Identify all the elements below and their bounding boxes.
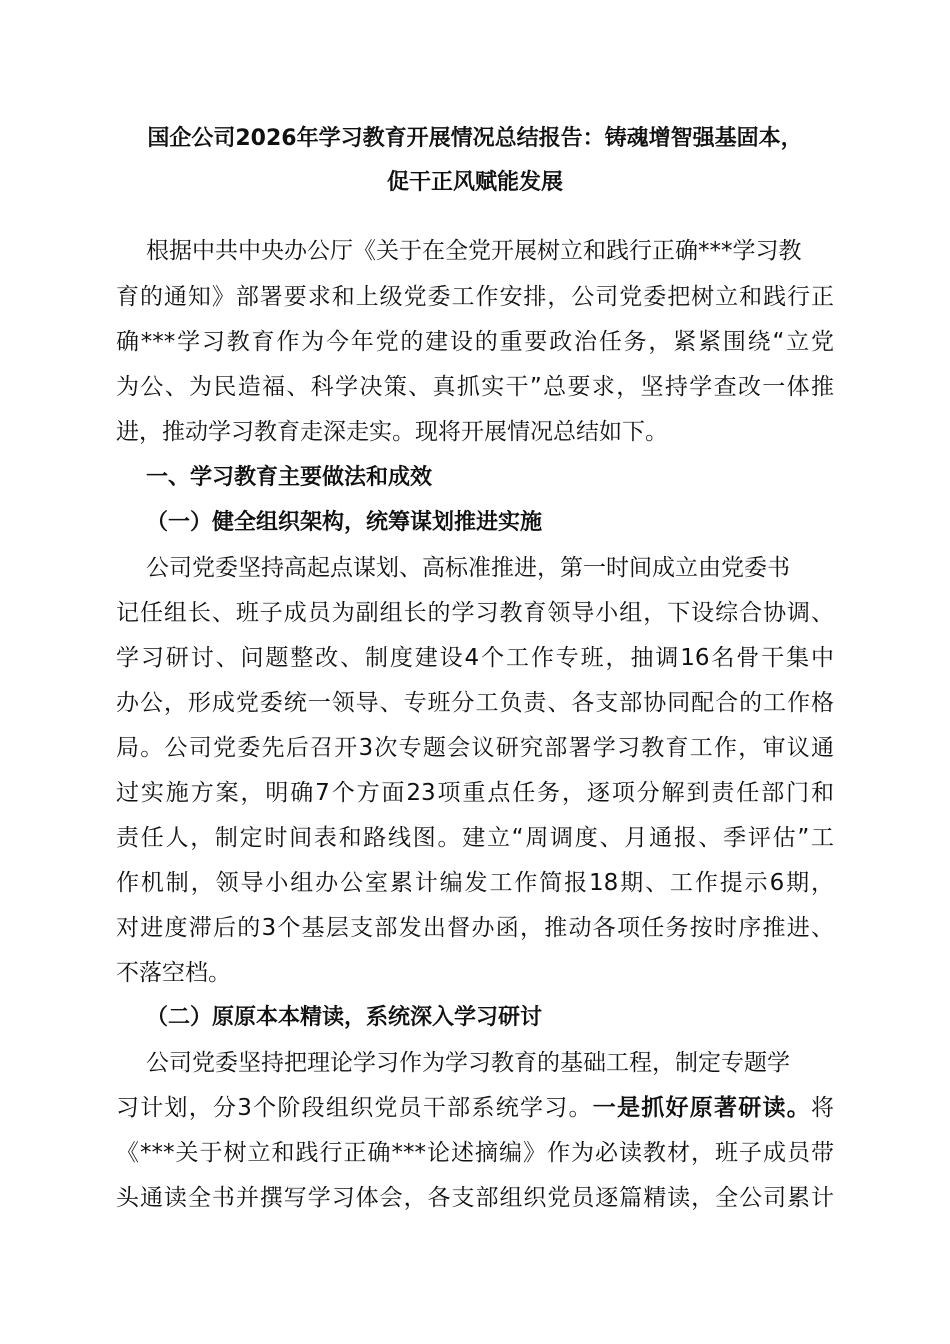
body-paragraph-line: 记任组长、班子成员为副组长的学习教育领导小组，下设综合协调、 — [116, 600, 834, 626]
body-paragraph-line: 学习研讨、问题整改、制度建设4个工作专班，抽调16名骨干集中 — [116, 645, 834, 671]
body-paragraph-line: 过实施方案，明确7个方面23项重点任务，逐项分解到责任部门和 — [116, 780, 834, 806]
intro-paragraph-line: 为公、为民造福、科学决策、真抓实干”总要求，坚持学查改一体推 — [116, 374, 834, 400]
section-heading: 一、学习教育主要做法和成效 — [146, 465, 433, 490]
subsection-heading: （一）健全组织架构，统筹谋划推进实施 — [146, 510, 543, 535]
bold-lead-phrase: 一是抓好原著研读。 — [592, 1095, 812, 1121]
body-paragraph-line — [116, 1093, 834, 1123]
intro-paragraph-line: 进，推动学习教育走深走实。现将开展情况总结如下。 — [116, 419, 668, 445]
body-paragraph-line: 不落空档。 — [116, 960, 231, 986]
document-title-line-2: 促干正风赋能发展 — [386, 170, 563, 195]
body-paragraph-line: 《***关于树立和践行正确***论述摘编》作为必读教材，班子成员带 — [116, 1140, 834, 1166]
body-paragraph-line: 头通读全书并撰写学习体会，各支部组织党员逐篇精读，全公司累计 — [116, 1185, 834, 1211]
body-paragraph-line: 公司党委坚持把理论学习作为学习教育的基础工程，制定专题学 — [146, 1050, 790, 1076]
body-paragraph-line: 局。公司党委先后召开3次专题会议研究部署学习教育工作，审议通 — [116, 735, 834, 761]
body-paragraph-line: 办公，形成党委统一领导、专班分工负责、各支部协同配合的工作格 — [116, 690, 834, 716]
body-text-segment: 习计划，分3个阶段组织党员干部系统学习。 — [116, 1095, 593, 1121]
body-paragraph-line: 公司党委坚持高起点谋划、高标准推进，第一时间成立由党委书 — [146, 555, 790, 581]
document-title-line-1: 国企公司2026年学习教育开展情况总结报告：铸魂增智强基固本， — [147, 126, 803, 151]
intro-paragraph-line: 确***学习教育作为今年党的建设的重要政治任务，紧紧围绕“立党 — [116, 329, 834, 355]
intro-paragraph-line: 根据中共中央办公厅《关于在全党开展树立和践行正确***学习教 — [146, 238, 802, 264]
body-text-segment: 将 — [811, 1095, 835, 1121]
body-paragraph-line: 责任人，制定时间表和路线图。建立“周调度、月通报、季评估”工 — [116, 825, 834, 851]
subsection-heading: （二）原原本本精读，系统深入学习研讨 — [146, 1005, 543, 1030]
body-paragraph-line: 对进度滞后的3个基层支部发出督办函，推动各项任务按时序推进、 — [116, 915, 834, 941]
body-paragraph-line: 作机制，领导小组办公室累计编发工作简报18期、工作提示6期， — [116, 870, 834, 896]
intro-paragraph-line: 育的通知》部署要求和上级党委工作安排，公司党委把树立和践行正 — [116, 284, 834, 310]
